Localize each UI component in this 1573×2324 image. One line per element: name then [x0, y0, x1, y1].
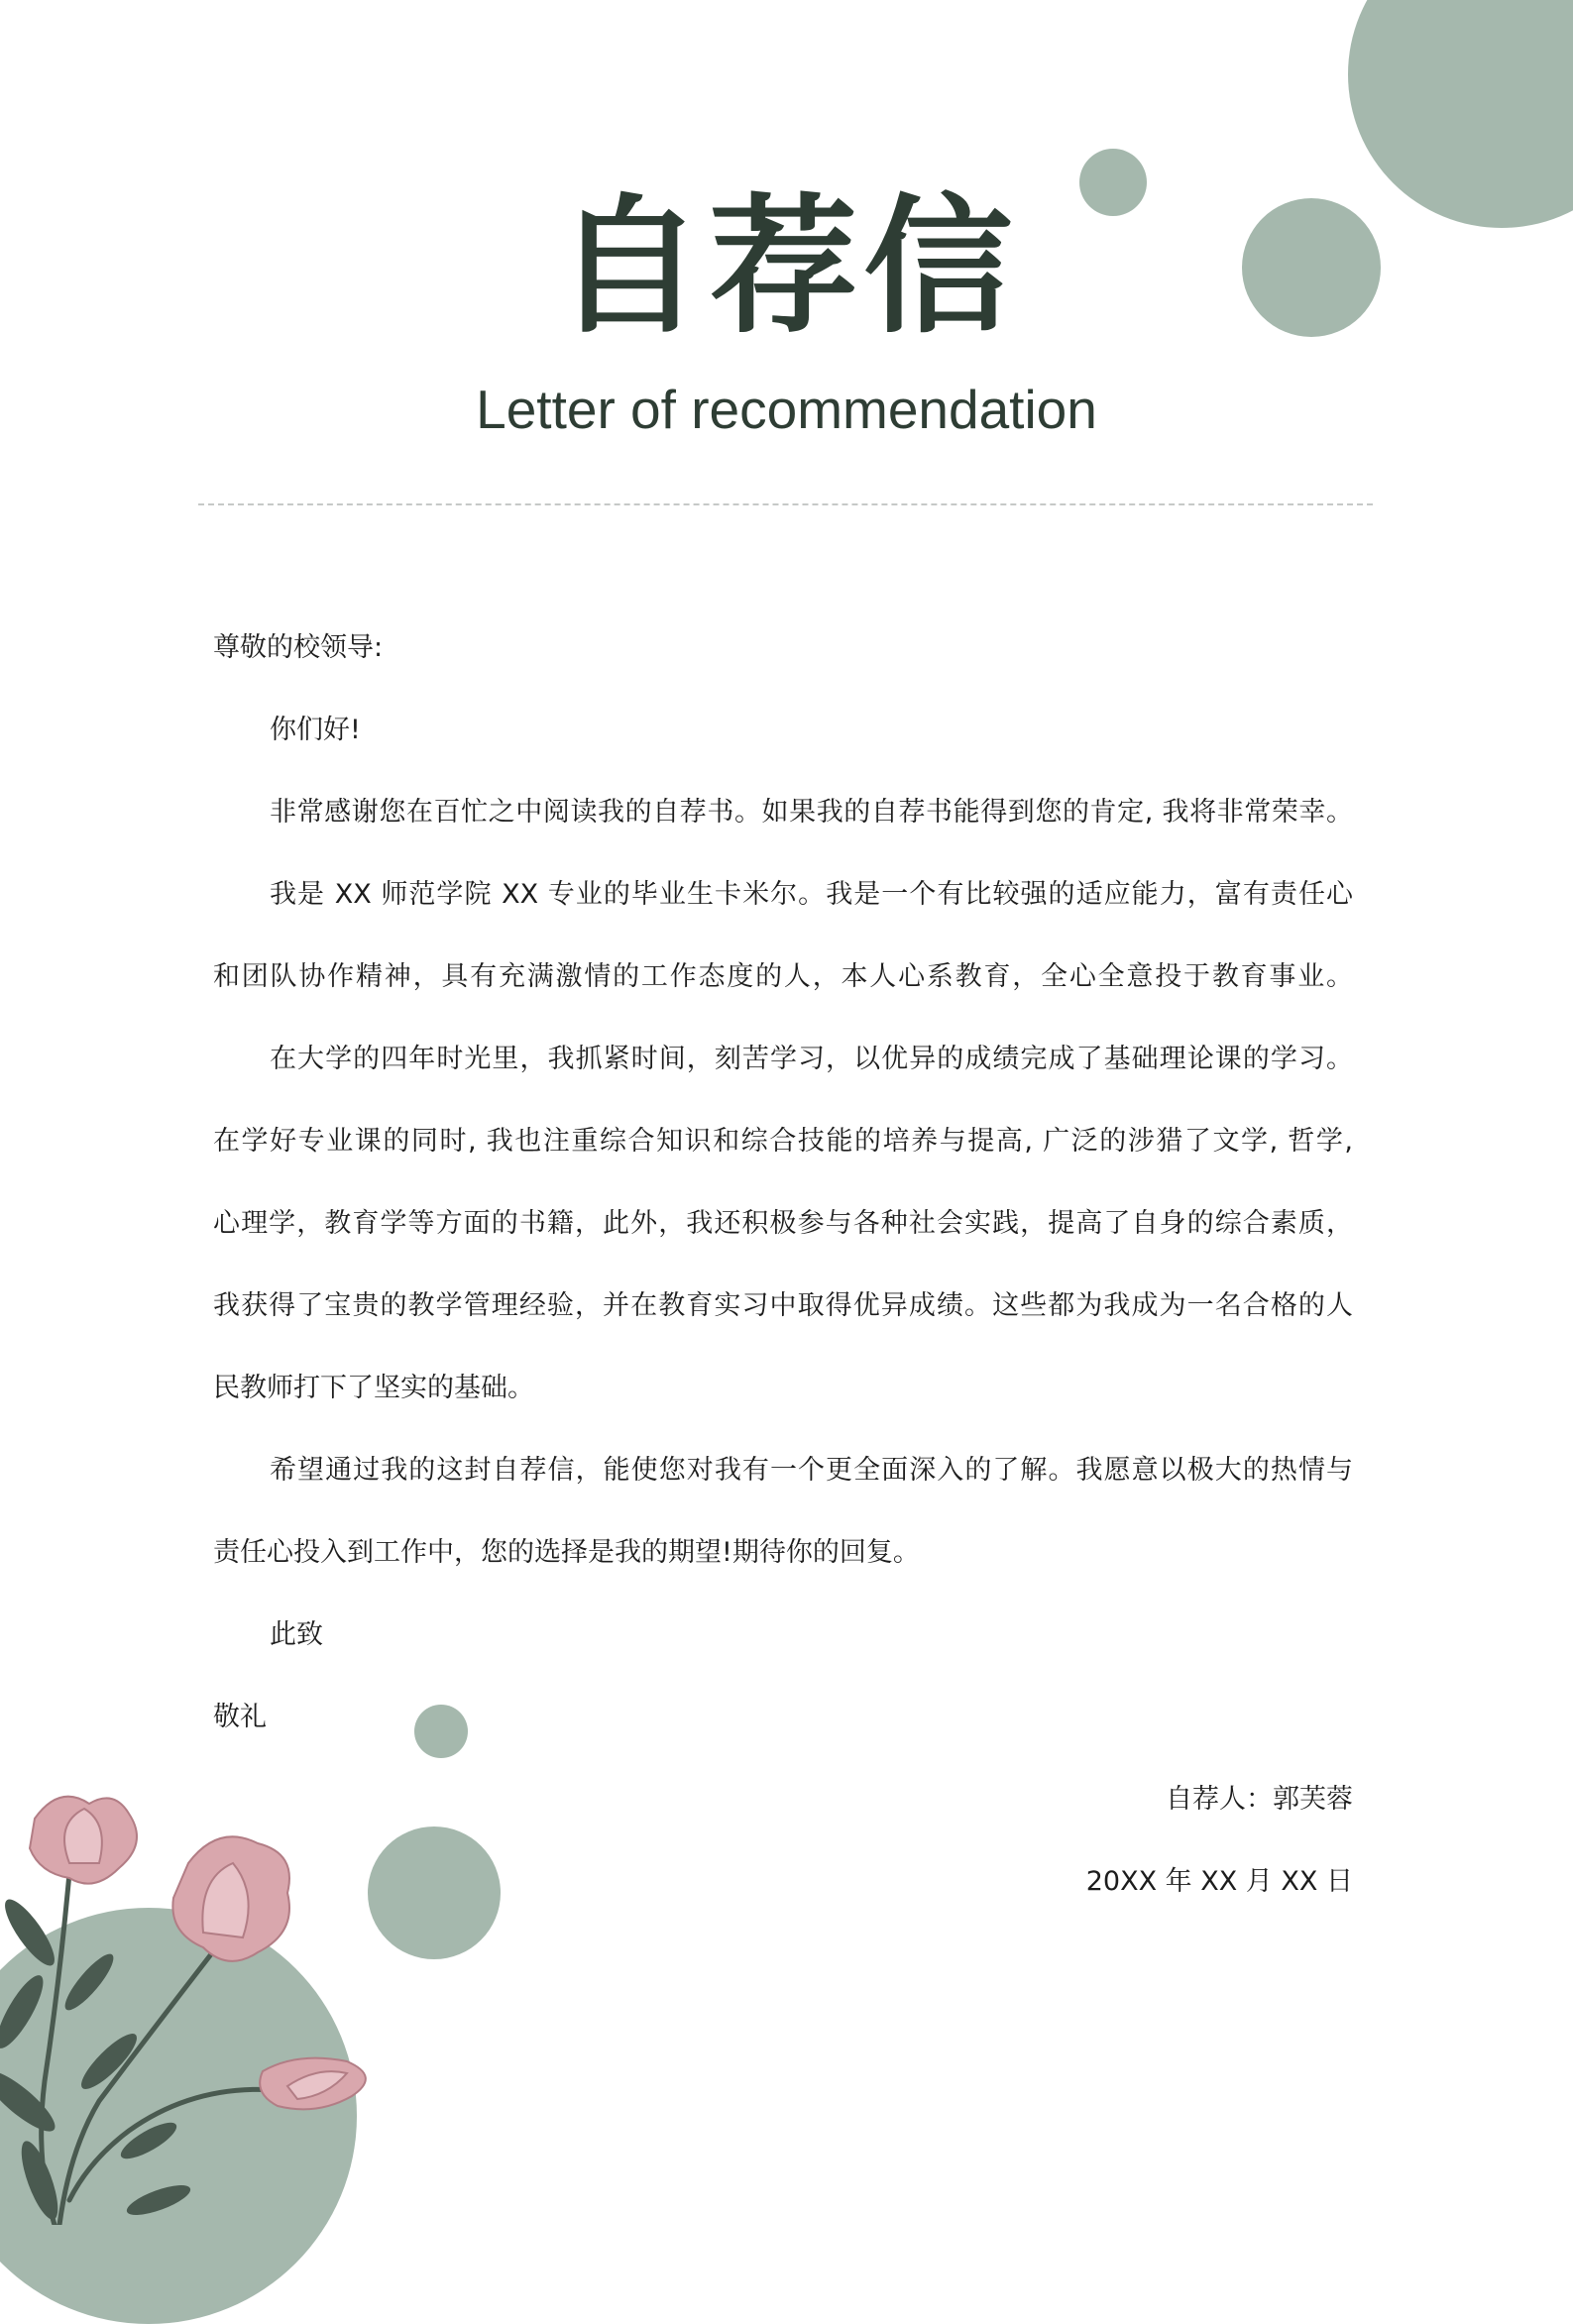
- paragraph-line: 民教师打下了坚实的基础。: [213, 1373, 534, 1403]
- page-title: 自荐信: [554, 181, 1019, 354]
- salutation: 尊敬的校领导:: [213, 632, 384, 663]
- paragraph-line: 心理学，教育学等方面的书籍，此外，我还积极参与各种社会实践，提高了自身的综合素质，: [213, 1208, 1353, 1239]
- closing-line-2: 敬礼: [213, 1702, 267, 1732]
- paragraph-line: 希望通过我的这封自荐信，能使您对我有一个更全面深入的了解。我愿意以极大的热情与: [270, 1455, 1353, 1486]
- dashed-divider: [198, 503, 1373, 505]
- date: 20XX 年 XX 月 XX 日: [1085, 1866, 1353, 1897]
- paragraph-line: 在大学的四年时光里，我抓紧时间，刻苦学习，以优异的成绩完成了基础理论课的学习。: [270, 1044, 1353, 1074]
- greeting: 你们好!: [270, 715, 361, 745]
- closing-line-1: 此致: [270, 1619, 323, 1650]
- paragraph-line: 责任心投入到工作中，您的选择是我的期望!期待你的回复。: [213, 1537, 920, 1568]
- signature: 自荐人：郭芙蓉: [1166, 1784, 1353, 1815]
- letter-body: [213, 614, 1353, 1931]
- paragraph-line: 和团队协作精神，具有充满激情的工作态度的人，本人心系教育，全心全意投于教育事业。: [213, 961, 1353, 992]
- paragraph-line: 非常感谢您在百忙之中阅读我的自荐书。如果我的自荐书能得到您的肯定, 我将非常荣幸。: [270, 797, 1353, 828]
- paragraph-line: 我是 XX 师范学院 XX 专业的毕业生卡米尔。我是一个有比较强的适应能力，富有责任心: [270, 879, 1353, 910]
- paragraph-line: 在学好专业课的同时, 我也注重综合知识和综合技能的培养与提高, 广泛的涉猎了文学, 哲学,: [213, 1126, 1353, 1157]
- page-subtitle: Letter of recommendation: [476, 379, 1097, 440]
- paragraph-line: 我获得了宝贵的教学管理经验，并在教育实习中取得优异成绩。这些都为我成为一名合格的人: [213, 1290, 1353, 1321]
